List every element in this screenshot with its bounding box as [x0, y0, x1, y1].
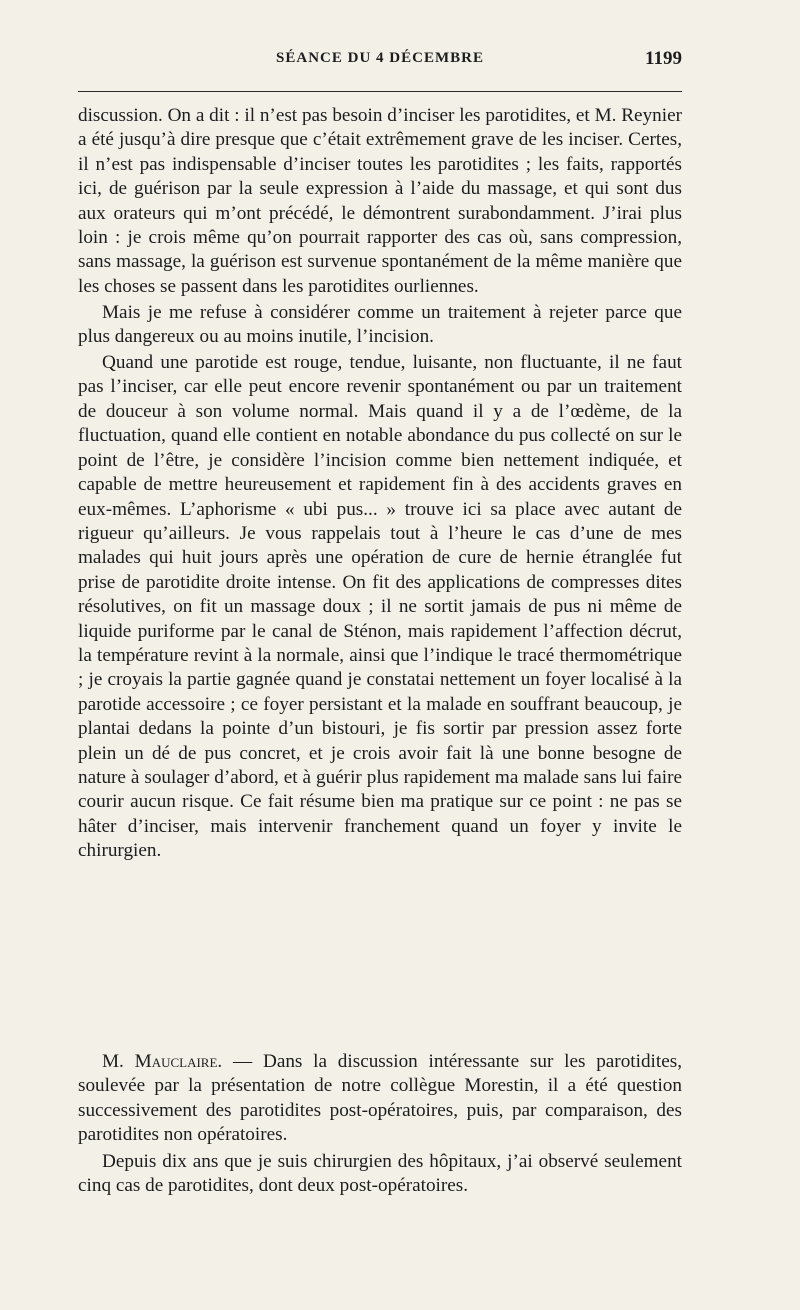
running-head — [78, 48, 682, 74]
mauclaire-intro-text: — Dans la discussion intéressante sur les parotidites, soulevée par la présentation de notre collègue Morestin, il a été question successivement des parotidites post-opératoires, puis, par comparaison, des parotidites non opératoires. — [78, 1051, 682, 1146]
paragraph-indication: Quand une parotide est rouge, tendue, luisante, non fluctuante, il ne faut pas l’inciser, car elle peut encore revenir spontanément ou par un traitement de douceur à son volume normal. Mais quand il y a de l’œdème, de la fluctuation, quand elle contient en notable abondance du pus collecté on sur le point de l’être, je considère l’incision comme bien nettement indiquée, et capable de mettre heureusement et rapidement fin à des accidents graves en eux-mêmes. L’aphorisme « ubi pus... » trouve ici sa place avec autant de rigueur qu’ailleurs. Je vous rappelais tout à l’heure le cas d’une de mes malades qui huit jours après une opération de cure de hernie étranglée fut prise de parotidite droite intense. On fit des applications de compresses dites résolutives, on fit un massage doux ; il ne sortit jamais de pus ni même de liquide puriforme par le canal de Sténon, mais rapidement l’affection décrut, la température revint à la normale, ainsi que l’indique le tracé thermométrique ; je croyais la partie gagnée quand je constatai nettement un foyer localisé à la parotide accessoire ; ce foyer persistant et la malade en souffrant beaucoup, je plantai dedans la pointe d’un bistouri, je fis sortir par pression assez forte plein un dé de pus concret, et je crois avoir fait là une bonne besogne de nature à soulager d’abord, et à guérir plus rapidement ma malade sans lui faire courir aucun risque. Ce fait résume bien ma pratique sur ce point : ne pas se hâter d’inciser, mais intervenir franchement quand un foyer y invite le chirurgien. — [78, 352, 682, 862]
paragraph-refusal: Mais je me refuse à considérer comme un traitement à rejeter parce que plus dangereux ou au moins inutile, l’incision. — [78, 301, 682, 348]
main-text — [78, 104, 682, 864]
mauclaire-paragraph: Depuis dix ans que je suis chirurgien des hôpitaux, j’ai observé seulement cinq cas de parotidites, dont deux post-opératoires. — [78, 1150, 682, 1197]
header-rule — [78, 91, 682, 92]
mauclaire-section — [78, 1050, 682, 1198]
page-number: 1199 — [645, 48, 682, 69]
running-head-title: SÉANCE DU 4 DÉCEMBRE — [276, 50, 484, 66]
paragraph-continuation: discussion. On a dit : il n’est pas besoin d’inciser les parotidites, et M. Reynier a été jusqu’à dire presque que c’était extrêmement grave de les inciser. Certes, il n’est pas indispensable d’inciser toutes les parotidites ; les faits, rapportés ici, de guérison par la seule expression à l’aide du massage, et qui sont dus aux orateurs qui m’ont précédé, le démontrent surabondamment. J’irai plus loin : je crois même qu’on pourrait rapporter des cas où, sans compression, sans massage, la guérison est survenue spontanément de la même manière que les choses se passent dans les parotidites ourliennes. — [78, 105, 682, 297]
speaker-name: M. Mauclaire. — [102, 1051, 223, 1072]
mauclaire-intro-paragraph — [78, 1050, 682, 1148]
